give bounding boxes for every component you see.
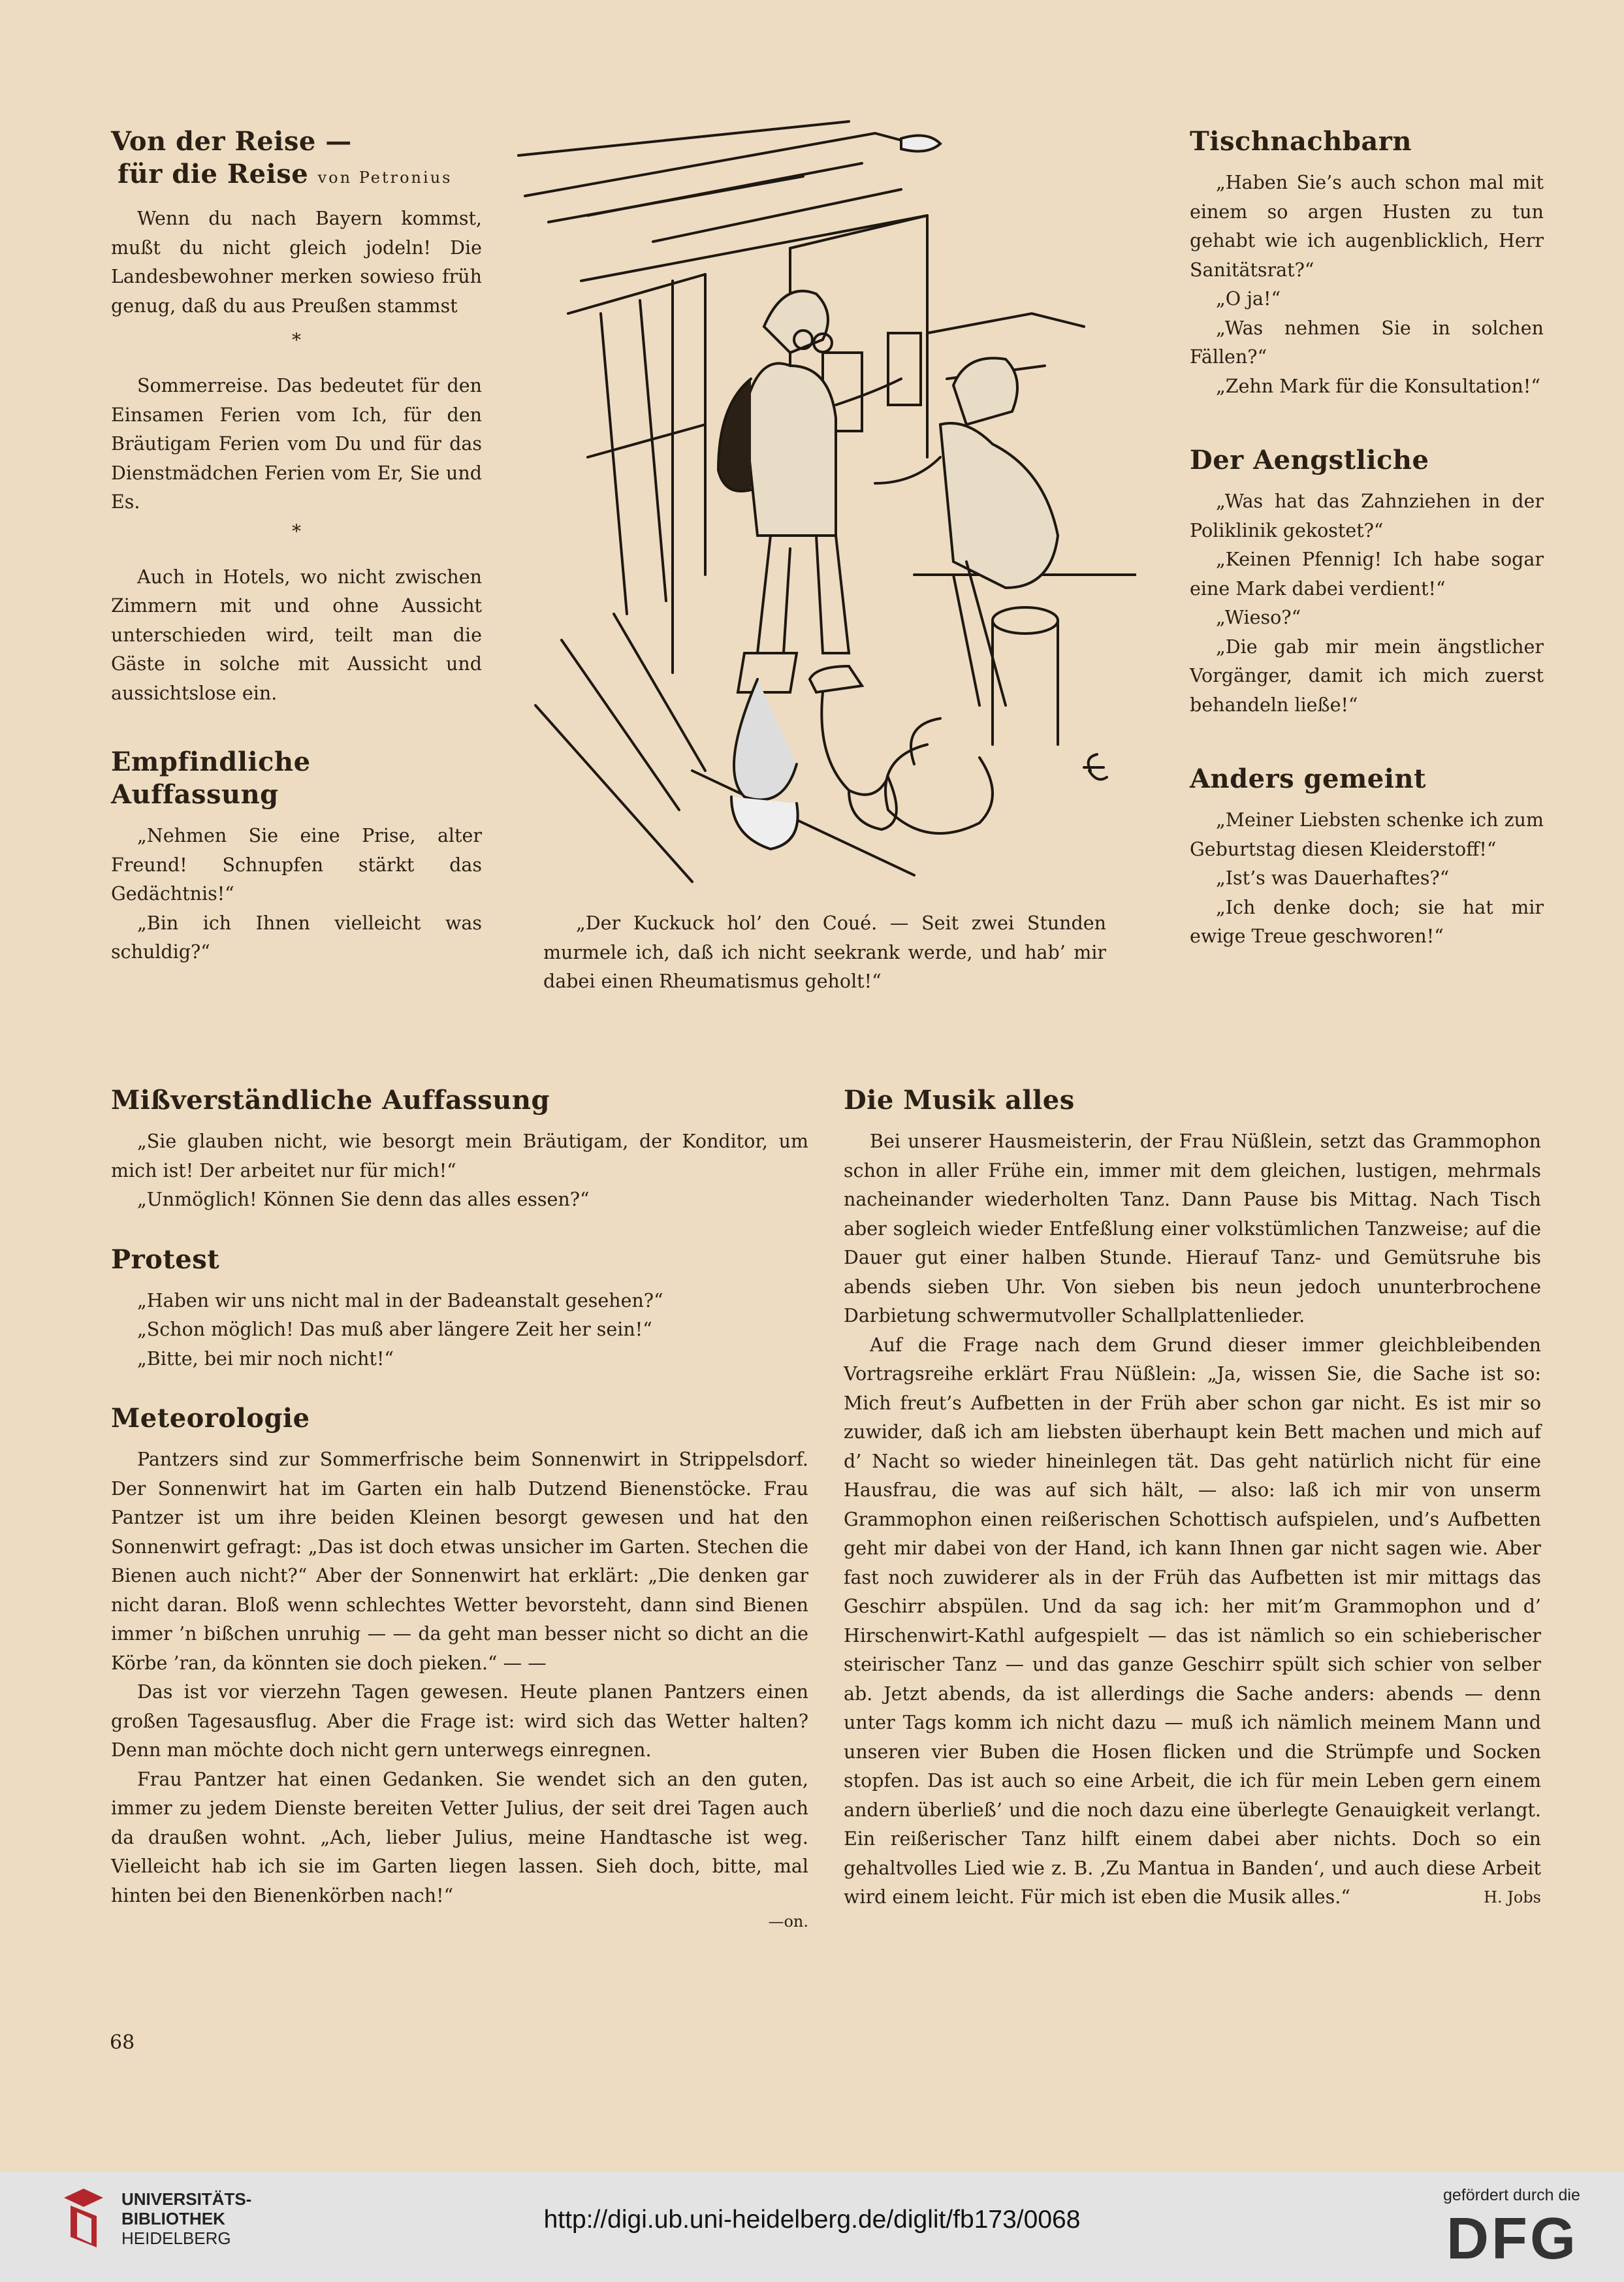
reise-title-line2 — [111, 158, 482, 194]
funded-by-label: gefördert durch die — [1443, 2186, 1580, 2204]
aengstlich-line-2: „Keinen Pfennig! Ich habe sogar eine Mark dabei verdient!“ — [1190, 549, 1544, 600]
miss-title: Mißverständliche Auffassung — [111, 1085, 550, 1116]
lower-left-column — [111, 1084, 808, 1933]
reise-paragraph-3: Auch in Hotels, wo nicht zwischen Zimmern mit und ohne Aussicht unterschieden wird, teilt man die Gäste in solche mit Aussicht und aussichtslose ein. — [111, 566, 482, 704]
aengstlich-title: Der Aengstliche — [1190, 445, 1429, 475]
meteo-signature: —on. — [768, 1912, 808, 1931]
page-number: 68 — [110, 2031, 135, 2054]
musik-paragraph-2: Auf die Frage nach dem Grund dieser immer gleichbleibenden Vortragsreihe erklärt Frau Nüßlein: „Ja, wissen Sie, die Sache ist so: Mich freut’s Aufbetten in der Früh aber schon gar nicht. Es ist mir so zuwider, daß ich am liebsten überhaupt kein Bett machen und mich auf d’ Nacht so wieder hineinlegen tät. Das geht natürlich nicht für eine Hausfrau, die was auf sich hält, — also: laß ich mir von unserm Grammophon einen reißerischen Schottisch aufspielen, und’s Aufbetten geht mir dabei von der Hand, ich kann Ihnen gar nicht sagen wie. Aber fast noch zuwiderer als in der Früh das Aufbetten ist mir mittags das Geschirr abspülen. Und da sag ich: her mit’m Grammophon und d’ Hirschenwirt-Kathl aufgespielt — das ist nämlich so ein schieberischer steirischer Tanz — und das ganze Geschirr spült sich schier von selber ab. Jetzt abends, da ist allerdings die Sache anders: abends — denn unter Tags komm ich nicht dazu — muß ich nämlich meinem Mann und unseren vier Buben die Hosen flicken und die Strümpfe und Socken stopfen. Das ist auch so eine Arbeit, die ich für mein Leben gern einem andern überließ’ und die noch dazu eine überlegte Genauigkeit verlangt. Ein reißerischer Tanz hilft einem dabei aber nichts. Doch so ein gehaltvolles Lied wie z. B. ‚Zu Mantua in Banden‘, und auch diese Arbeit wird einem leicht. Für mich ist eben die Musik alles.“ — [844, 1334, 1541, 1908]
library-line-3: HEIDELBERG — [121, 2228, 231, 2248]
meteo-paragraph-3: Frau Pantzer hat einen Gedanken. Sie wendet sich an den guten, immer zu jedem Dienste bereiten Vetter Julius, der seit drei Tagen auch da draußen wohnt. „Ach, lieber Julius, meine Handtasche ist weg. Vielleicht hab ich sie im Garten liegen lassen. Sieh doch, bitte, mal hinten bei den Bienenkörben nach!“ — [111, 1768, 808, 1906]
musik-signature: H. Jobs — [1484, 1888, 1541, 1906]
reise-author: von Petronius — [317, 169, 453, 187]
anders-title: Anders gemeint — [1190, 763, 1426, 794]
miss-line-2: „Unmöglich! Können Sie denn das alles essen?“ — [137, 1189, 590, 1210]
meteo-title: Meteorologie — [111, 1403, 310, 1434]
tisch-line-4: „Zehn Mark für die Konsultation!“ — [1216, 375, 1540, 397]
anders-line-1: „Meiner Liebsten schenke ich zum Geburtstag diesen Kleiderstoff!“ — [1190, 809, 1544, 860]
separator-star-2: * — [292, 520, 301, 542]
right-top-column — [1190, 125, 1544, 952]
empfindlich-title: Empfindliche Auffassung — [111, 747, 311, 810]
reise-title-line1: Von der Reise — — [111, 126, 352, 157]
left-top-column — [111, 125, 482, 967]
tisch-line-2: „O ja!“ — [1216, 288, 1281, 310]
protest-line-2: „Schon möglich! Das muß aber längere Zeit her sein!“ — [137, 1319, 652, 1340]
aengstlich-line-4: „Die gab mir mein ängstlicher Vorgänger, damit ich mich zuerst behandeln ließe!“ — [1190, 635, 1544, 716]
anders-line-3: „Ich denke doch; sie hat mir ewige Treue geschworen!“ — [1190, 896, 1544, 947]
meteo-paragraph-2: Das ist vor vierzehn Tagen gewesen. Heute planen Pantzers einen großen Tagesausflug. Aber die Frage ist: wird sich das Wetter halten? Denn man möchte doch nicht gern unterwegs einregnen. — [111, 1681, 808, 1761]
musik-title: Die Musik alles — [844, 1085, 1075, 1116]
empfindlich-line-2: „Bin ich Ihnen vielleicht was schuldig?“ — [111, 912, 482, 963]
protest-title: Protest — [111, 1244, 220, 1275]
reise-paragraph-1: Wenn du nach Bayern kommst, mußt du nicht gleich jodeln! Die Landesbewohner merken sowieso früh genug, daß du aus Preußen stammst — [111, 208, 482, 317]
protest-line-3: „Bitte, bei mir noch nicht!“ — [137, 1347, 394, 1370]
dfg-logo[interactable]: DFG — [1446, 2206, 1578, 2272]
tisch-line-1: „Haben Sie’s auch schon mal mit einem so argen Husten zu tun gehabt wie ich augenblicklich, Herr Sanitätsrat?“ — [1190, 172, 1544, 281]
empfindlich-line-1: „Nehmen Sie eine Prise, alter Freund! Schnupfen stärkt das Gedächtnis!“ — [111, 825, 482, 905]
lower-right-column — [844, 1084, 1541, 1908]
anders-line-2: „Ist’s was Dauerhaftes?“ — [1216, 867, 1450, 889]
source-url-link[interactable]: http://digi.ub.uni-heidelberg.de/diglit/fb173/0068 — [543, 2206, 1081, 2234]
illustration-caption: „Der Kuckuck hol’ den Coué. — Seit zwei Stunden murmele ich, daß ich nicht seekrank werde, und hab’ mir dabei einen Rheumatismus geholt!“ — [543, 912, 1106, 992]
musik-paragraph-1: Bei unserer Hausmeisterin, der Frau Nüßlein, setzt das Grammophon schon in aller Frühe ein, immer mit dem gleichen, lustigen, mehrmals nacheinander wiederholten Tanz. Dann Pause bis Mittag. Nach Tisch aber sogleich wieder Entfeßlung einer volkstümlichen Tanzweise; auf die Dauer gut einer halben Stunde. Hierauf Tanz- und Gemütsruhe bis abends sieben Uhr. Von sieben bis neun jedoch ununterbrochene Darbietung schwermutvoller Schallplattenlieder. — [844, 1131, 1541, 1326]
protest-line-1: „Haben wir uns nicht mal in der Badeanstalt gesehen?“ — [137, 1289, 663, 1311]
miss-line-1: „Sie glauben nicht, wie besorgt mein Bräutigam, der Konditor, um mich ist! Der arbeitet nur für mich!“ — [111, 1131, 808, 1181]
tisch-title: Tischnachbarn — [1190, 126, 1412, 157]
aengstlich-line-3: „Wieso?“ — [1216, 607, 1301, 628]
meteo-paragraph-1: Pantzers sind zur Sommerfrische beim Sonnenwirt in Strippelsdorf. Der Sonnenwirt hat im Garten ein halb Dutzend Bienenstöcke. Frau Pantzer ist um ihre beiden Kleinen besorgt gewesen und hat den Sonnenwirt gefragt: „Das ist doch etwas unsicher im Garten. Stechen die Bienen auch nicht?“ Aber der Sonnenwirt hat erklärt: „Die denken gar nicht daran. Bloß wenn schlechtes Wetter bevorsteht, dann sind Bienen immer ’n bißchen unruhig — — da geht man besser nicht so dicht an die Körbe ’ran, da könnten sie doch pieken.“ — — — [111, 1449, 808, 1674]
library-line-2: BIBLIOTHEK — [121, 2209, 225, 2228]
cartoon-illustration — [509, 118, 1136, 901]
separator-star-1: * — [292, 329, 301, 351]
reise-title-text: für die Reise — [118, 159, 309, 189]
tisch-line-3: „Was nehmen Sie in solchen Fällen?“ — [1190, 317, 1544, 368]
aengstlich-line-1: „Was hat das Zahnziehen in der Poliklinik gekostet?“ — [1190, 490, 1544, 541]
reise-paragraph-2: Sommerreise. Das bedeutet für den Einsamen Ferien vom Ich, für den Bräutigam Ferien vom Du und für das Dienstmädchen Ferien vom Er, Sie und Es. — [111, 375, 482, 513]
library-line-1: UNIVERSITÄTS- — [121, 2189, 252, 2209]
